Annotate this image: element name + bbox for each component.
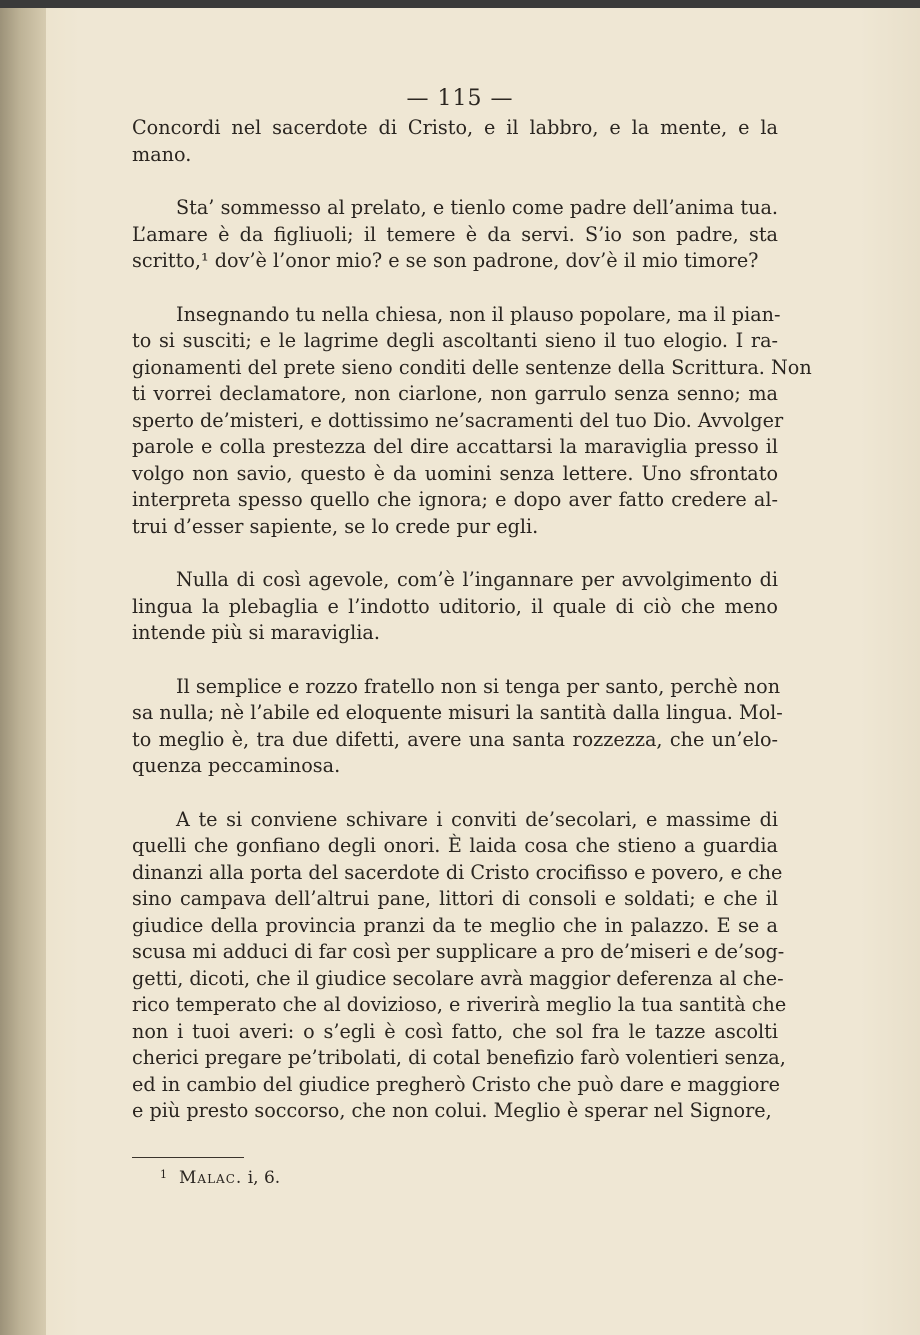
text-line: ed in cambio del giudice pregherò Cristo che può dare e maggiore	[132, 1072, 780, 1096]
top-edge	[0, 0, 920, 8]
paragraph	[132, 115, 778, 168]
text-line: sperto de’misteri, e dottissimo ne’sacramenti del tuo Dio. Avvolger	[132, 408, 784, 432]
paragraph-gap	[132, 780, 778, 807]
text-line: gionamenti del prete sieno conditi delle sentenze della Scrittura. Non	[132, 355, 812, 379]
text-line: getti, dicoti, che il giudice secolare avrà maggior deferenza al che-	[132, 966, 784, 990]
footnote-mark: 1	[160, 1168, 167, 1181]
text-line: non i tuoi averi: o s’egli è così fatto, che sol fra le tazze ascolti	[132, 1019, 778, 1043]
text-line: giudice della provincia pranzi da te meglio che in palazzo. E se a	[132, 913, 778, 937]
text-line: to si susciti; e le lagrime degli ascoltanti sieno il tuo elogio. I ra-	[132, 329, 778, 352]
text-line: A te si conviene schivare i conviti de’secolari, e massime di	[176, 807, 778, 831]
footnote-source: Malac.	[179, 1168, 243, 1188]
paragraph-gap	[132, 275, 778, 302]
text-line: sino campava dell’altrui pane, littori di consoli e soldati; e che il	[132, 887, 778, 910]
text-line: interpreta spesso quello che ignora; e dopo aver fatto credere al-	[132, 488, 778, 511]
text-line: to meglio è, tra due difetti, avere una santa rozzezza, che un’elo-	[132, 727, 778, 751]
text-line: scritto,¹ dov’è l’onor mio? e se son padrone, dov’è il mio timore?	[132, 249, 759, 272]
text-line: rico temperato che al dovizioso, e riverirà meglio la tua santità che	[132, 993, 787, 1016]
paragraph-gap	[132, 647, 778, 674]
body-text	[132, 115, 812, 1125]
text-line: quenza peccaminosa.	[132, 754, 341, 777]
text-line: quelli che gonfiano degli onori. È laida cosa che stieno a guardia	[132, 834, 778, 857]
page-gutter	[0, 0, 46, 1335]
page-number: — 115 —	[406, 86, 514, 111]
paragraph	[132, 807, 787, 1125]
text-line: intende più si maraviglia.	[132, 621, 380, 644]
text-line: volgo non savio, questo è da uomini senza lettere. Uno sfrontato	[132, 461, 778, 485]
paragraph	[132, 195, 778, 275]
text-line: Concordi nel sacerdote di Cristo, e il labbro, e la mente, e la	[132, 116, 778, 139]
footnote	[160, 1168, 280, 1188]
text-line: Il semplice e rozzo fratello non si tenga per santo, perchè non	[176, 674, 781, 698]
text-line: e più presto soccorso, che non colui. Meglio è sperar nel Signore,	[132, 1099, 772, 1122]
text-line: parole e colla prestezza del dire accattarsi la maraviglia presso il	[132, 435, 778, 458]
text-line: ti vorrei declamatore, non ciarlone, non garrulo senza senno; ma	[132, 382, 778, 405]
text-line: scusa mi adduci di far così per supplicare a pro de’miseri e de’sog-	[132, 940, 785, 963]
text-line: dinanzi alla porta del sacerdote di Cristo crocifisso e povero, e che	[132, 860, 783, 884]
text-line: lingua la plebaglia e l’indotto uditorio, il quale di ciò che meno	[132, 594, 778, 618]
text-line: cherici pregare pe’tribolati, di cotal benefizio farò volentieri senza,	[132, 1046, 786, 1069]
paragraph	[132, 302, 812, 541]
text-line: mano.	[132, 142, 192, 166]
paragraph	[132, 674, 783, 780]
paragraph	[132, 567, 778, 647]
text-line: Nulla di così agevole, com’è l’ingannare per avvolgimento di	[176, 568, 778, 591]
text-line: L’amare è da figliuoli; il temere è da servi. S’io son padre, sta	[132, 222, 778, 246]
footnote-ref: i, 6.	[247, 1168, 281, 1188]
paragraph-gap	[132, 168, 778, 195]
text-line: Insegnando tu nella chiesa, non il plauso popolare, ma il pian-	[176, 302, 781, 326]
text-line: trui d’esser sapiente, se lo crede pur egli.	[132, 514, 539, 538]
paragraph-gap	[132, 540, 778, 567]
text-line: sa nulla; nè l’abile ed eloquente misuri la santità dalla lingua. Mol-	[132, 701, 783, 724]
text-line: Sta’ sommesso al prelato, e tienlo come padre dell’anima tua.	[176, 196, 778, 219]
footnote-rule	[132, 1157, 244, 1158]
